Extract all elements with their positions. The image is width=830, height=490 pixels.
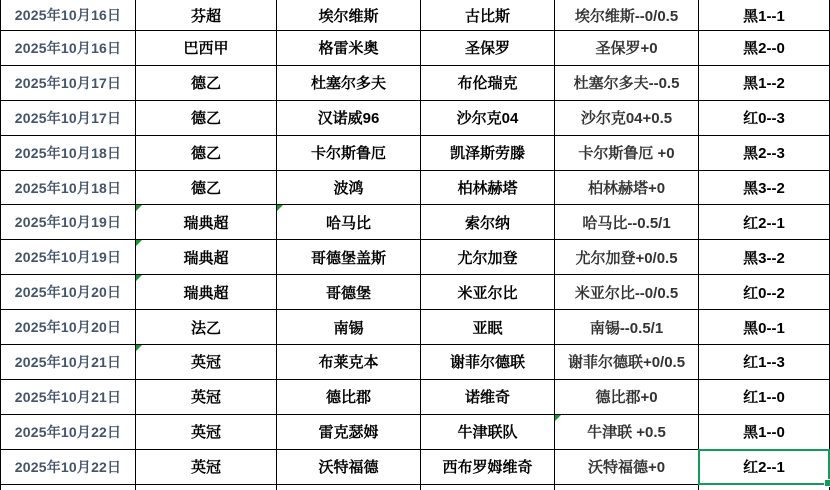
table-row	[0, 450, 830, 485]
cell-home[interactable]: 格雷米奥	[277, 31, 421, 66]
cell-result[interactable]: 红2--1	[699, 450, 830, 485]
cell-date[interactable]: 2025年10月18日	[0, 171, 136, 206]
cell-home[interactable]: 卡尔斯鲁厄	[277, 136, 421, 171]
cell-away[interactable]: 亚眠	[421, 310, 555, 345]
cell-league[interactable]: 法乙	[136, 310, 277, 345]
cell-date[interactable]: 2025年10月16日	[0, 0, 136, 31]
cell-league[interactable]: 英冠	[136, 380, 277, 415]
cell-league[interactable]: 巴西甲	[136, 31, 277, 66]
cell-league[interactable]: 芬超	[136, 0, 277, 31]
table-row	[0, 0, 830, 31]
cell-handicap[interactable]: 哈马比--0.5/1	[555, 205, 699, 240]
cell-away[interactable]: 诺维奇	[421, 380, 555, 415]
cell-date[interactable]: 2025年10月22日	[0, 450, 136, 485]
cell-date[interactable]: 2025年10月20日	[0, 310, 136, 345]
cell-league[interactable]: 英冠	[136, 415, 277, 450]
cell-league[interactable]: 瑞典超	[136, 275, 277, 310]
cell-result[interactable]: 黑1--0	[699, 415, 830, 450]
cell-league[interactable]: 德乙	[136, 101, 277, 136]
cell-handicap[interactable]: 牛津联 +0.5	[555, 415, 699, 450]
cell-handicap[interactable]: 埃尔维斯--0/0.5	[555, 0, 699, 31]
cell-result[interactable]: 黑1--1	[699, 0, 830, 31]
cell-home[interactable]: 德比郡	[277, 380, 421, 415]
cell-home[interactable]: 沃特福德	[277, 450, 421, 485]
cell-home[interactable]: 哥德堡	[277, 275, 421, 310]
cell-handicap[interactable]: 柏林赫塔+0	[555, 171, 699, 206]
cell-result[interactable]: 红1--3	[699, 345, 830, 380]
cell-league[interactable]: 瑞典超	[136, 205, 277, 240]
table-row	[0, 415, 830, 450]
cell-handicap[interactable]: 卡尔斯鲁厄 +0	[555, 136, 699, 171]
cell-date[interactable]: 2025年10月21日	[0, 380, 136, 415]
cell-home[interactable]: 哈马比	[277, 205, 421, 240]
cell-away[interactable]: 西布罗姆维奇	[421, 450, 555, 485]
cell-result[interactable]: 黑2--3	[699, 136, 830, 171]
cell-date-empty[interactable]	[0, 485, 136, 490]
cell-handicap[interactable]: 南锡--0.5/1	[555, 310, 699, 345]
cell-handicap[interactable]: 沙尔克04+0.5	[555, 101, 699, 136]
cell-result[interactable]: 黑1--2	[699, 66, 830, 101]
partial-table-row	[0, 485, 830, 490]
cell-date[interactable]: 2025年10月17日	[0, 101, 136, 136]
cell-date[interactable]: 2025年10月18日	[0, 136, 136, 171]
cell-result[interactable]: 红2--1	[699, 205, 830, 240]
table-row	[0, 31, 830, 66]
cell-away[interactable]: 沙尔克04	[421, 101, 555, 136]
cell-result[interactable]: 黑3--2	[699, 240, 830, 275]
cell-away[interactable]: 牛津联队	[421, 415, 555, 450]
cell-handicap[interactable]: 谢菲尔德联+0/0.5	[555, 345, 699, 380]
cell-league[interactable]: 英冠	[136, 345, 277, 380]
cell-home[interactable]: 哥德堡盖斯	[277, 240, 421, 275]
cell-handicap-empty[interactable]	[555, 485, 699, 490]
cell-home[interactable]: 汉诺威96	[277, 101, 421, 136]
cell-handicap[interactable]: 德比郡+0	[555, 380, 699, 415]
cell-result[interactable]: 黑3--2	[699, 171, 830, 206]
cell-away[interactable]: 古比斯	[421, 0, 555, 31]
table-row	[0, 380, 830, 415]
cell-away[interactable]: 索尔纳	[421, 205, 555, 240]
table-row	[0, 101, 830, 136]
cell-away[interactable]: 凯泽斯劳滕	[421, 136, 555, 171]
cell-away[interactable]: 柏林赫塔	[421, 171, 555, 206]
cell-away[interactable]: 圣保罗	[421, 31, 555, 66]
cell-result[interactable]: 红0--3	[699, 101, 830, 136]
cell-home[interactable]: 埃尔维斯	[277, 0, 421, 31]
cell-date[interactable]: 2025年10月17日	[0, 66, 136, 101]
cell-home[interactable]: 杜塞尔多夫	[277, 66, 421, 101]
cell-league[interactable]: 德乙	[136, 136, 277, 171]
cell-league[interactable]: 英冠	[136, 450, 277, 485]
table-row	[0, 66, 830, 101]
cell-result[interactable]: 红1--0	[699, 380, 830, 415]
cell-away[interactable]: 谢菲尔德联	[421, 345, 555, 380]
cell-date[interactable]: 2025年10月21日	[0, 345, 136, 380]
cell-league[interactable]: 德乙	[136, 66, 277, 101]
cell-handicap[interactable]: 沃特福德+0	[555, 450, 699, 485]
cell-away-empty[interactable]	[421, 485, 555, 490]
cell-league[interactable]: 瑞典超	[136, 240, 277, 275]
cell-home[interactable]: 雷克瑟姆	[277, 415, 421, 450]
table-row	[0, 136, 830, 171]
cell-away[interactable]: 布伦瑞克	[421, 66, 555, 101]
table-row	[0, 240, 830, 275]
table-row	[0, 171, 830, 206]
selection-fill-handle[interactable]	[824, 479, 830, 487]
table-row	[0, 345, 830, 380]
cell-date[interactable]: 2025年10月20日	[0, 275, 136, 310]
cell-home[interactable]: 布莱克本	[277, 345, 421, 380]
cell-handicap[interactable]: 米亚尔比--0/0.5	[555, 275, 699, 310]
table-row	[0, 310, 830, 345]
cell-league-empty[interactable]	[136, 485, 277, 490]
cell-result[interactable]: 黑0--1	[699, 310, 830, 345]
cell-date[interactable]: 2025年10月22日	[0, 415, 136, 450]
cell-result[interactable]: 红0--2	[699, 275, 830, 310]
table-row	[0, 275, 830, 310]
cell-away[interactable]: 米亚尔比	[421, 275, 555, 310]
cell-result-empty[interactable]	[699, 485, 830, 490]
cell-handicap[interactable]: 杜塞尔多夫--0.5	[555, 66, 699, 101]
cell-date[interactable]: 2025年10月19日	[0, 240, 136, 275]
cell-handicap[interactable]: 圣保罗+0	[555, 31, 699, 66]
table-row	[0, 205, 830, 240]
cell-date[interactable]: 2025年10月19日	[0, 205, 136, 240]
cell-home[interactable]: 波鸿	[277, 171, 421, 206]
cell-result[interactable]: 黑2--0	[699, 31, 830, 66]
cell-away[interactable]: 尤尔加登	[421, 240, 555, 275]
cell-handicap[interactable]: 尤尔加登+0/0.5	[555, 240, 699, 275]
cell-home[interactable]: 南锡	[277, 310, 421, 345]
cell-league[interactable]: 德乙	[136, 171, 277, 206]
cell-date[interactable]: 2025年10月16日	[0, 31, 136, 66]
cell-home-empty[interactable]	[277, 485, 421, 490]
